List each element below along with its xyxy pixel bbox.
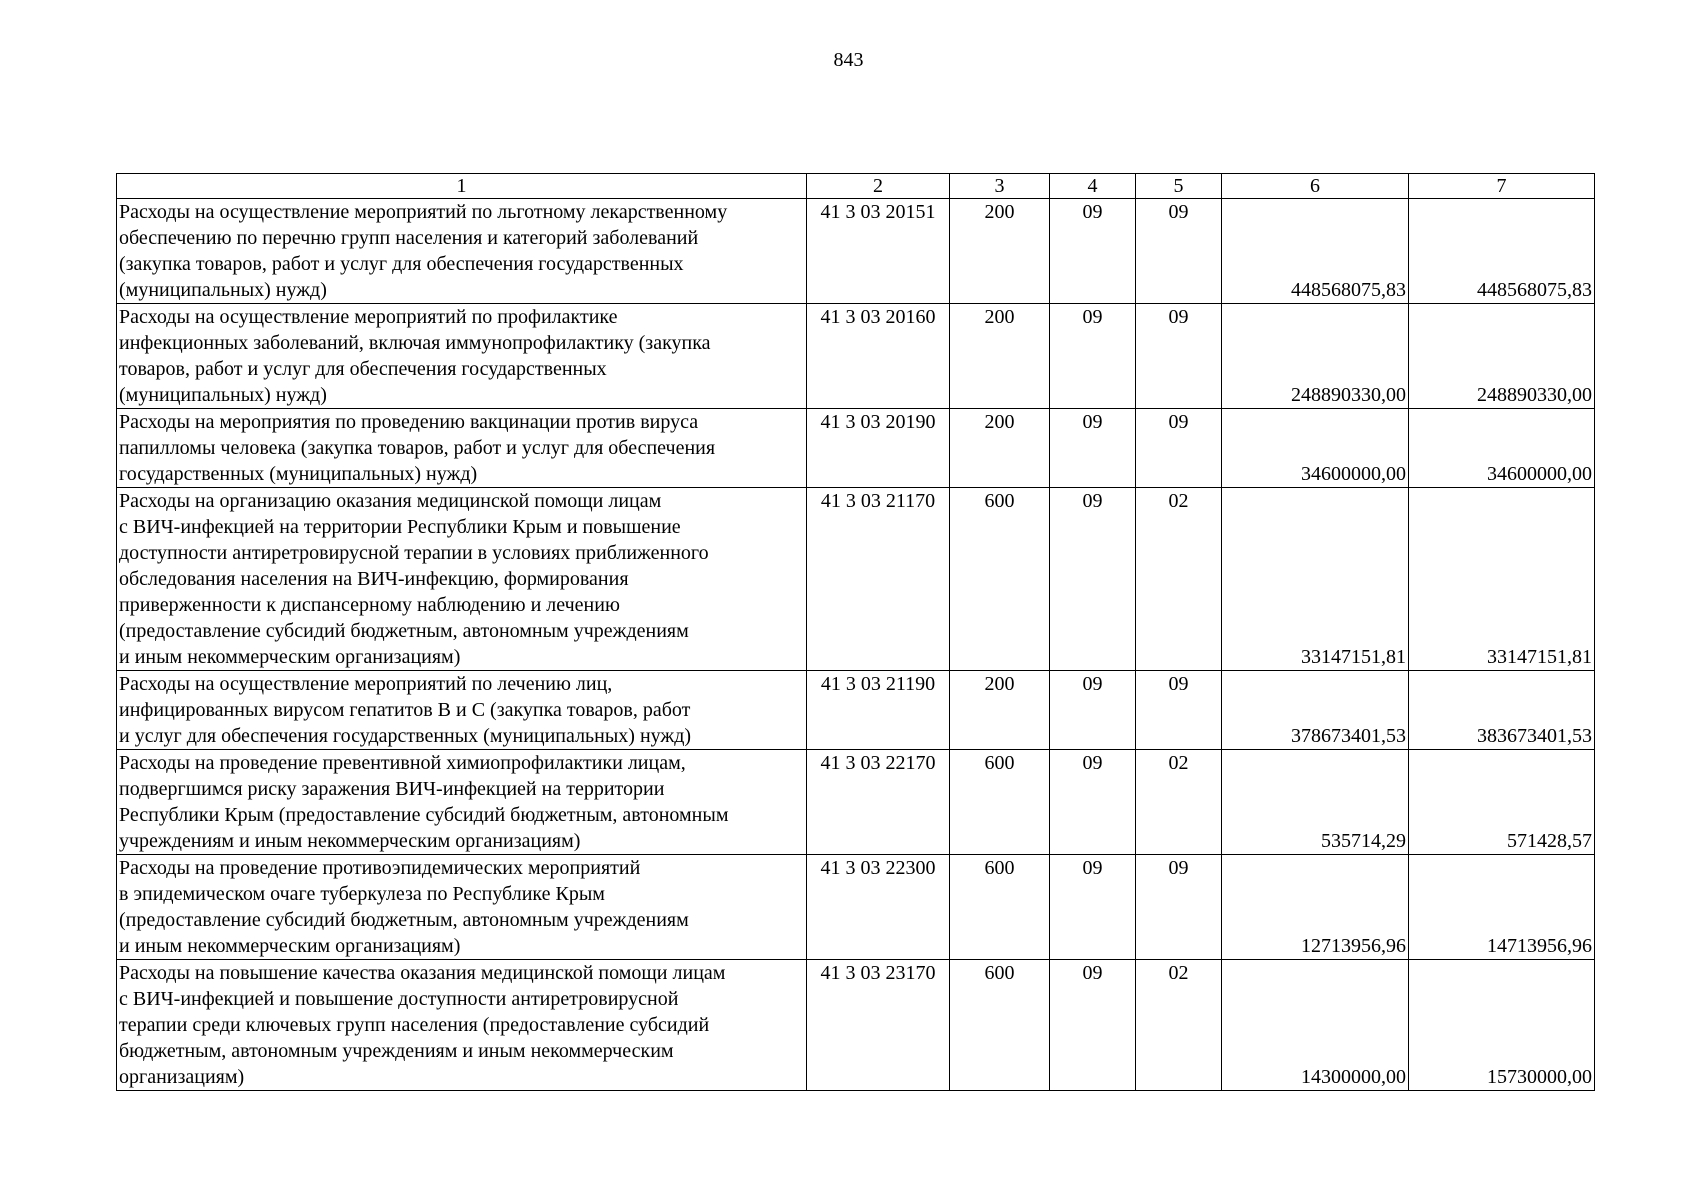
- column-header: 4: [1050, 174, 1136, 199]
- amount-column-6: 535714,29: [1222, 750, 1409, 855]
- subsection-code: 09: [1136, 409, 1222, 488]
- expense-type-code: 600: [950, 750, 1050, 855]
- target-article-code: 41 3 03 22300: [807, 855, 950, 960]
- expense-description: Расходы на проведение противоэпидемических мероприятий в эпидемическом очаге туберкулеза по Республике Крым (предоставление субсидий бюджетным, автономным учреждениям и иным некоммерческим организациям): [117, 855, 807, 960]
- table-row: [117, 488, 1595, 671]
- expense-type-code: 200: [950, 409, 1050, 488]
- amount-column-7: 448568075,83: [1409, 199, 1595, 304]
- amount-column-7: 14713956,96: [1409, 855, 1595, 960]
- amount-column-7: 15730000,00: [1409, 960, 1595, 1091]
- target-article-code: 41 3 03 23170: [807, 960, 950, 1091]
- header-row: [117, 174, 1595, 199]
- expense-type-code: 200: [950, 671, 1050, 750]
- expense-description: Расходы на повышение качества оказания медицинской помощи лицам с ВИЧ-инфекцией и повышение доступности антиретровирусной терапии среди ключевых групп населения (предоставление субсидий бюджетным, автономным учреждениям и иным некоммерческим организациям): [117, 960, 807, 1091]
- subsection-code: 02: [1136, 488, 1222, 671]
- amount-column-6: 33147151,81: [1222, 488, 1409, 671]
- table-row: [117, 671, 1595, 750]
- section-code: 09: [1050, 855, 1136, 960]
- amount-column-6: 34600000,00: [1222, 409, 1409, 488]
- subsection-code: 09: [1136, 671, 1222, 750]
- column-header: 6: [1222, 174, 1409, 199]
- section-code: 09: [1050, 304, 1136, 409]
- subsection-code: 09: [1136, 304, 1222, 409]
- column-header: 1: [117, 174, 807, 199]
- table-row: [117, 409, 1595, 488]
- expense-description: Расходы на мероприятия по проведению вакцинации против вируса папилломы человека (закупка товаров, работ и услуг для обеспечения государственных (муниципальных) нужд): [117, 409, 807, 488]
- subsection-code: 09: [1136, 855, 1222, 960]
- page-number: 843: [833, 49, 864, 71]
- target-article-code: 41 3 03 20151: [807, 199, 950, 304]
- section-code: 09: [1050, 488, 1136, 671]
- table-row: [117, 750, 1595, 855]
- subsection-code: 02: [1136, 750, 1222, 855]
- expense-type-code: 600: [950, 855, 1050, 960]
- amount-column-7: 34600000,00: [1409, 409, 1595, 488]
- amount-column-7: 383673401,53: [1409, 671, 1595, 750]
- amount-column-6: 248890330,00: [1222, 304, 1409, 409]
- section-code: 09: [1050, 671, 1136, 750]
- amount-column-6: 14300000,00: [1222, 960, 1409, 1091]
- amount-column-6: 378673401,53: [1222, 671, 1409, 750]
- section-code: 09: [1050, 409, 1136, 488]
- table-row: [117, 199, 1595, 304]
- expense-description: Расходы на осуществление мероприятий по профилактике инфекционных заболеваний, включая иммунопрофилактику (закупка товаров, работ и услуг для обеспечения государственных (муниципальных) нужд): [117, 304, 807, 409]
- expense-type-code: 600: [950, 960, 1050, 1091]
- amount-column-7: 571428,57: [1409, 750, 1595, 855]
- subsection-code: 02: [1136, 960, 1222, 1091]
- target-article-code: 41 3 03 22170: [807, 750, 950, 855]
- table-row: [117, 960, 1595, 1091]
- expense-description: Расходы на проведение превентивной химиопрофилактики лицам, подвергшимся риску заражения ВИЧ-инфекцией на территории Республики Крым (предоставление субсидий бюджетным, автономным учреждениям и иным некоммерческим организациям): [117, 750, 807, 855]
- target-article-code: 41 3 03 21190: [807, 671, 950, 750]
- expense-description: Расходы на организацию оказания медицинской помощи лицам с ВИЧ-инфекцией на территории Республики Крым и повышение доступности антиретровирусной терапии в условиях приближенного обследования населения на ВИЧ-инфекцию, формирования приверженности к диспансерному наблюдению и лечению (предоставление субсидий бюджетным, автономным учреждениям и иным некоммерческим организациям): [117, 488, 807, 671]
- expense-type-code: 200: [950, 304, 1050, 409]
- column-header: 5: [1136, 174, 1222, 199]
- column-header: 2: [807, 174, 950, 199]
- table-row: [117, 855, 1595, 960]
- target-article-code: 41 3 03 20190: [807, 409, 950, 488]
- expense-description: Расходы на осуществление мероприятий по лечению лиц, инфицированных вирусом гепатитов В и С (закупка товаров, работ и услуг для обеспечения государственных (муниципальных) нужд): [117, 671, 807, 750]
- column-header: 3: [950, 174, 1050, 199]
- amount-column-6: 12713956,96: [1222, 855, 1409, 960]
- expense-type-code: 200: [950, 199, 1050, 304]
- expense-description: Расходы на осуществление мероприятий по льготному лекарственному обеспечению по перечню групп населения и категорий заболеваний (закупка товаров, работ и услуг для обеспечения государственных (муниципальных) нужд): [117, 199, 807, 304]
- amount-column-6: 448568075,83: [1222, 199, 1409, 304]
- expense-type-code: 600: [950, 488, 1050, 671]
- subsection-code: 09: [1136, 199, 1222, 304]
- table-row: [117, 304, 1595, 409]
- section-code: 09: [1050, 199, 1136, 304]
- section-code: 09: [1050, 960, 1136, 1091]
- column-header: 7: [1409, 174, 1595, 199]
- amount-column-7: 33147151,81: [1409, 488, 1595, 671]
- target-article-code: 41 3 03 20160: [807, 304, 950, 409]
- section-code: 09: [1050, 750, 1136, 855]
- target-article-code: 41 3 03 21170: [807, 488, 950, 671]
- budget-table: [116, 173, 1595, 1091]
- amount-column-7: 248890330,00: [1409, 304, 1595, 409]
